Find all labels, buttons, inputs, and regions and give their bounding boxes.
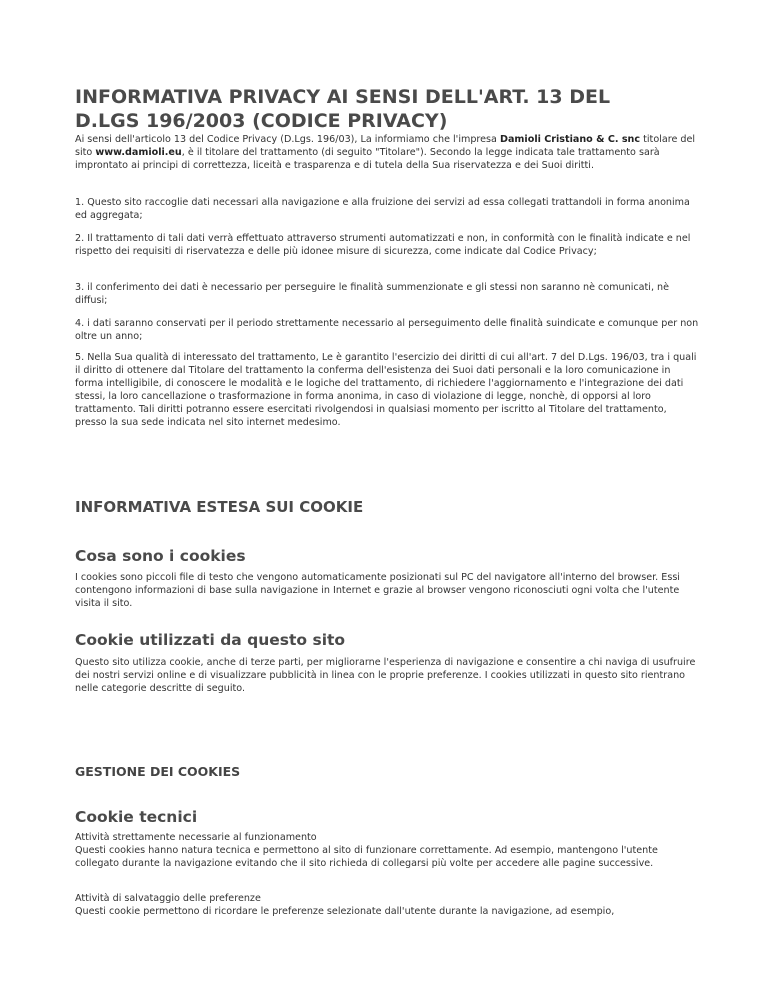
intro-text-pre: Ai sensi dell'articolo 13 del Codice Privacy (D.Lgs. 196/03), La informiamo che l'impresa <box>75 134 500 145</box>
tech-item-2 <box>75 892 700 918</box>
intro-paragraph <box>75 133 700 172</box>
privacy-point-2: 2. Il trattamento di tali dati verrà effettuato attraverso strumenti automatizzati e non, in conformità con le finalità indicate e nel rispetto dei requisiti di riservatezza e delle più idonee misure di sicurezza, come indicate dal Codice Privacy; <box>75 233 691 257</box>
what-are-cookies-heading: Cosa sono i cookies <box>75 547 246 565</box>
privacy-point-3: 3. il conferimento dei dati è necessario per perseguire le finalità summenzionate e gli stessi non saranno nè comunicati, nè diffusi; <box>75 282 670 306</box>
what-are-cookies-text: I cookies sono piccoli file di testo che vengono automaticamente posizionati sul PC del navigatore all'interno del browser. Essi contengono informazioni di base sulla navigazione in Internet e grazie al browser vengono riconosciuti ogni volta che l'utente visita il sito. <box>75 572 680 609</box>
intro-text-post: , è il titolare del trattamento (di seguito "Titolare"). Secondo la legge indicata tale trattamento sarà improntato ai principi di correttezza, liceità e trasparenza e di tutela della Sua riservatezza e dei Suoi diritti. <box>75 147 660 171</box>
used-cookies-heading: Cookie utilizzati da questo sito <box>75 631 346 649</box>
privacy-point-4: 4. i dati saranno conservati per il periodo strettamente necessario al perseguimento delle finalità suindicate e comunque per non oltre un anno; <box>75 318 699 342</box>
tech-item-1 <box>75 831 700 870</box>
privacy-point-5: 5. Nella Sua qualità di interessato del trattamento, Le è garantito l'esercizio dei diritti di cui all'art. 7 del D.Lgs. 196/03, tra i quali il diritto di ottenere dal Titolare del trattamento la conferma dell'esistenza dei Suoi dati personali e la loro comunicazione in forma intelligibile, di conoscere le modalità e le logiche del trattamento, di richiedere l'aggiornamento e l'integrazione dei dati stessi, la loro cancellazione o trasformazione in forma anonima, in caso di violazione di legge, nonchè, di opporsi al loro trattamento. Tali diritti potranno essere esercitati rivolgendosi in qualsiasi momento per iscritto al Titolare del trattamento, presso la sua sede indicata nel sito internet medesimo. <box>75 352 697 428</box>
tech-item-title: Attività strettamente necessarie al funzionamento <box>75 832 317 843</box>
page-title: INFORMATIVA PRIVACY AI SENSI DELL'ART. 13 DEL D.LGS 196/2003 (CODICE PRIVACY) <box>75 86 611 132</box>
technical-cookies-heading: Cookie tecnici <box>75 808 198 826</box>
cookie-section-heading: INFORMATIVA ESTESA SUI COOKIE <box>75 498 364 516</box>
tech-item-text: Questi cookies hanno natura tecnica e permettono al sito di funzionare correttamente. Ad esempio, mantengono l'utente collegato durante la navigazione evitando che il sito richieda di collegarsi più volte per accedere alle pagine successive. <box>75 845 658 869</box>
cookie-management-heading: GESTIONE DEI COOKIES <box>75 764 241 779</box>
privacy-point-1: 1. Questo sito raccoglie dati necessari alla navigazione e alla fruizione dei servizi ad essa collegati trattandoli in forma anonima ed aggregata; <box>75 197 690 221</box>
tech-item-title: Attività di salvataggio delle preferenze <box>75 893 261 904</box>
tech-item-text: Questi cookie permettono di ricordare le preferenze selezionate dall'utente durante la navigazione, ad esempio, <box>75 906 615 917</box>
company-name: Damioli Cristiano & C. snc <box>500 134 641 145</box>
site-url: www.damioli.eu <box>95 147 182 158</box>
used-cookies-text: Questo sito utilizza cookie, anche di terze parti, per migliorarne l'esperienza di navigazione e consentire a chi naviga di usufruire dei nostri servizi online e di visualizzare pubblicità in linea con le proprie preferenze. I cookies utilizzati in questo sito rientrano nelle categorie descritte di seguito. <box>75 657 696 694</box>
intro-text-mid: titolare del sito <box>75 134 696 158</box>
